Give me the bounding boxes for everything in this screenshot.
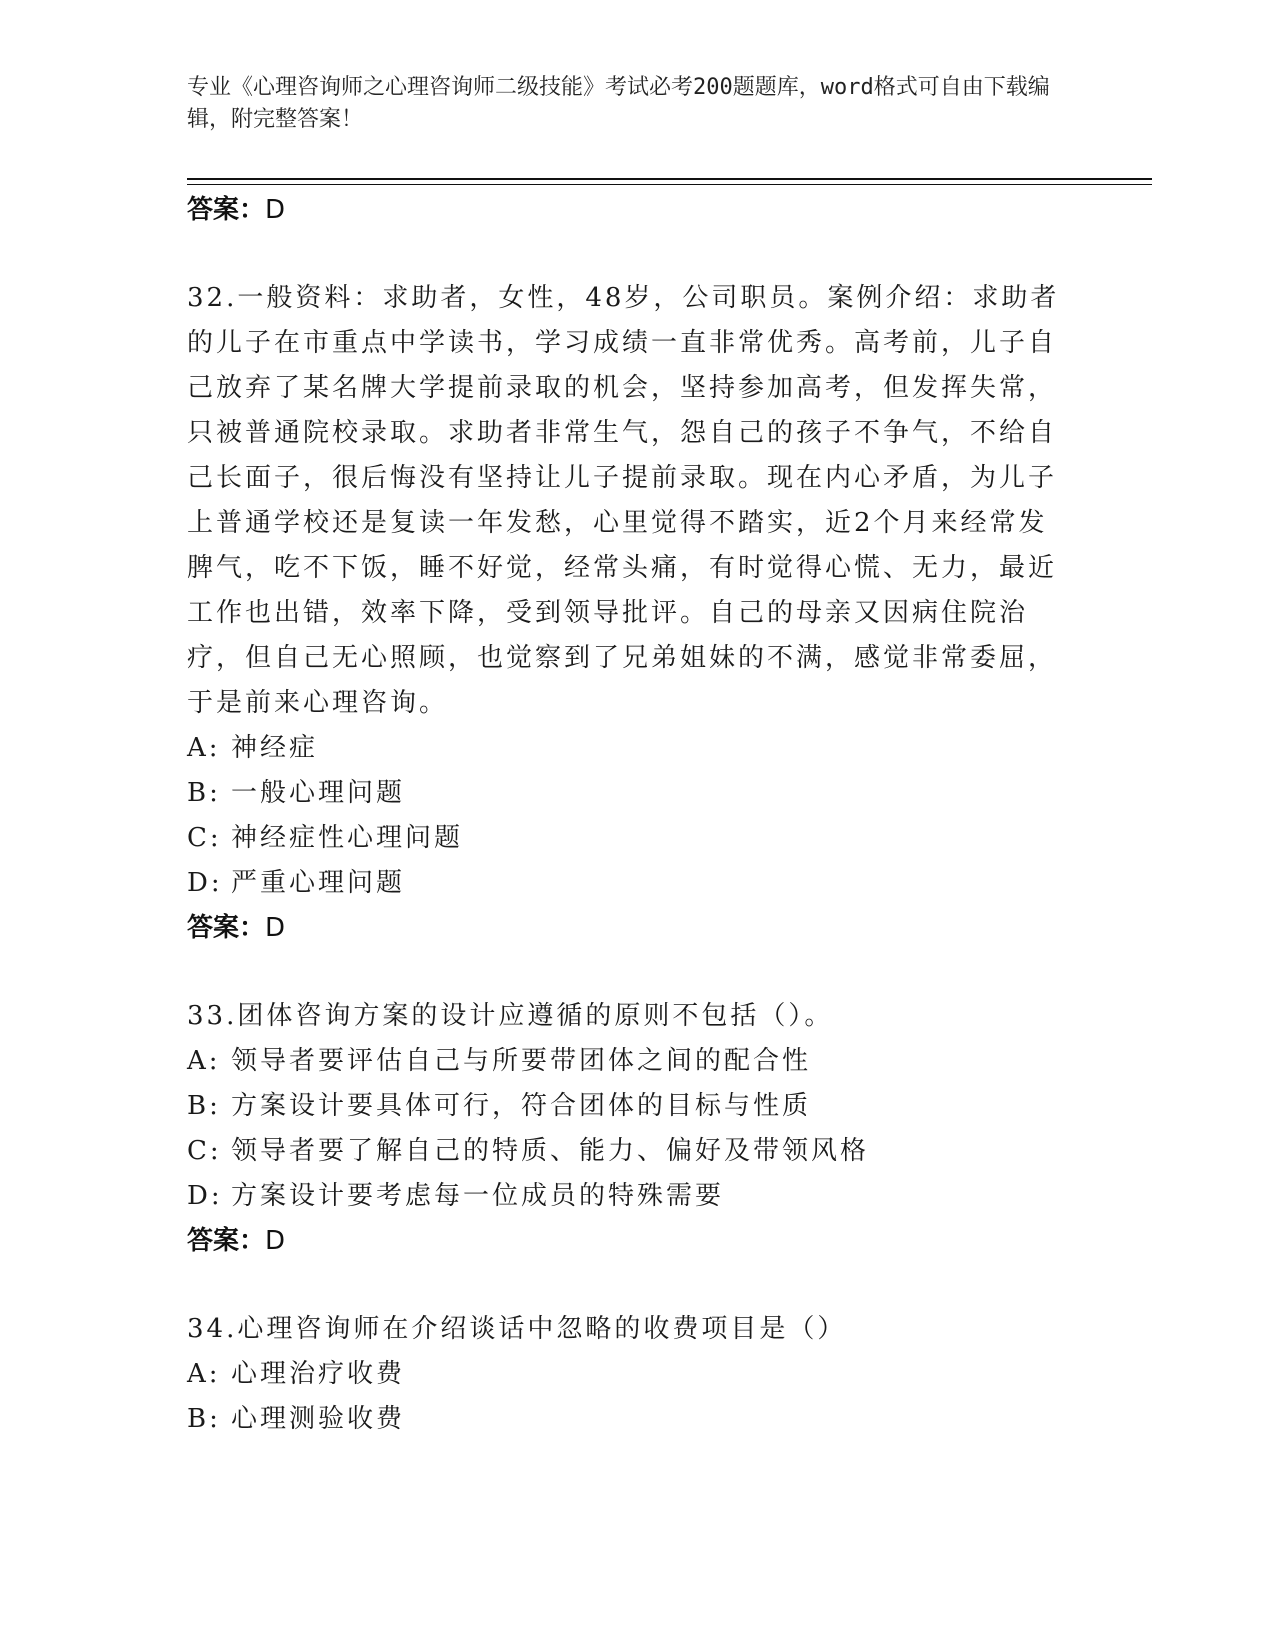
answer-label: 答案： xyxy=(187,195,266,225)
option-a xyxy=(187,726,1087,771)
option-d xyxy=(187,861,1087,906)
option-key: A: xyxy=(187,733,221,763)
spacer xyxy=(187,1263,1087,1307)
header-divider-thick xyxy=(187,178,1152,180)
option-text: 方案设计要考虑每一位成员的特殊需要 xyxy=(231,1181,725,1211)
answer-label: 答案： xyxy=(187,1226,266,1256)
option-key: B: xyxy=(187,1404,221,1434)
option-c xyxy=(187,1129,1087,1174)
answer-value: D xyxy=(265,1226,286,1256)
option-a xyxy=(187,1039,1087,1084)
answer-32 xyxy=(187,906,1087,950)
option-text: 领导者要了解自己的特质、能力、偏好及带领风格 xyxy=(231,1136,870,1166)
option-text: 神经症 xyxy=(231,733,319,763)
option-text: 神经症性心理问题 xyxy=(231,823,464,853)
spacer xyxy=(187,232,1087,276)
option-key: B: xyxy=(187,1091,221,1121)
option-key: D: xyxy=(187,868,223,898)
spacer xyxy=(187,950,1087,994)
answer-33 xyxy=(187,1219,1087,1263)
question-stem-34: 34.心理咨询师在介绍谈话中忽略的收费项目是（） xyxy=(187,1314,847,1344)
option-b xyxy=(187,1397,1087,1442)
option-b xyxy=(187,1084,1087,1129)
option-key: A: xyxy=(187,1359,221,1389)
option-c xyxy=(187,816,1087,861)
option-text: 一般心理问题 xyxy=(231,778,406,808)
question-stem-33: 33.团体咨询方案的设计应遵循的原则不包括（）。 xyxy=(187,1001,834,1031)
option-a xyxy=(187,1352,1087,1397)
option-d xyxy=(187,1174,1087,1219)
option-text: 严重心理问题 xyxy=(231,868,406,898)
option-key: C: xyxy=(187,1136,222,1166)
option-key: D: xyxy=(187,1181,223,1211)
header-divider-thin xyxy=(187,184,1152,185)
question-stem-32: 32.一般资料：求助者，女性，48岁，公司职员。案例介绍：求助者的儿子在市重点中学读书，学习成绩一直非常优秀。高考前，儿子自己放弃了某名牌大学提前录取的机会，坚持参加高考，但发挥失常，只被普通院校录取。求助者非常生气，怨自己的孩子不争气，不给自己长面子，很后悔没有坚持让儿子提前录取。现在内心矛盾，为儿子上普通学校还是复读一年发愁，心里觉得不踏实，近2个月来经常发脾气，吃不下饭，睡不好觉，经常头痛，有时觉得心慌、无力，最近工作也出错，效率下降，受到领导批评。自己的母亲又因病住院治疗，但自己无心照顾，也觉察到了兄弟姐妹的不满，感觉非常委屈，于是前来心理咨询。 xyxy=(187,283,1060,718)
option-key: A: xyxy=(187,1046,221,1076)
option-key: C: xyxy=(187,823,222,853)
previous-answer xyxy=(187,188,1087,232)
answer-value: D xyxy=(265,195,286,225)
option-key: B: xyxy=(187,778,221,808)
option-text: 心理治疗收费 xyxy=(231,1359,406,1389)
document-header: 专业《心理咨询师之心理咨询师二级技能》考试必考200题题库，word格式可自由下载编辑，附完整答案！ xyxy=(187,75,1050,132)
answer-label: 答案： xyxy=(187,913,266,943)
answer-value: D xyxy=(265,913,286,943)
option-b xyxy=(187,771,1087,816)
document-body xyxy=(187,188,1087,1442)
option-text: 领导者要评估自己与所要带团体之间的配合性 xyxy=(231,1046,812,1076)
option-text: 心理测验收费 xyxy=(231,1404,406,1434)
option-text: 方案设计要具体可行，符合团体的目标与性质 xyxy=(231,1091,812,1121)
